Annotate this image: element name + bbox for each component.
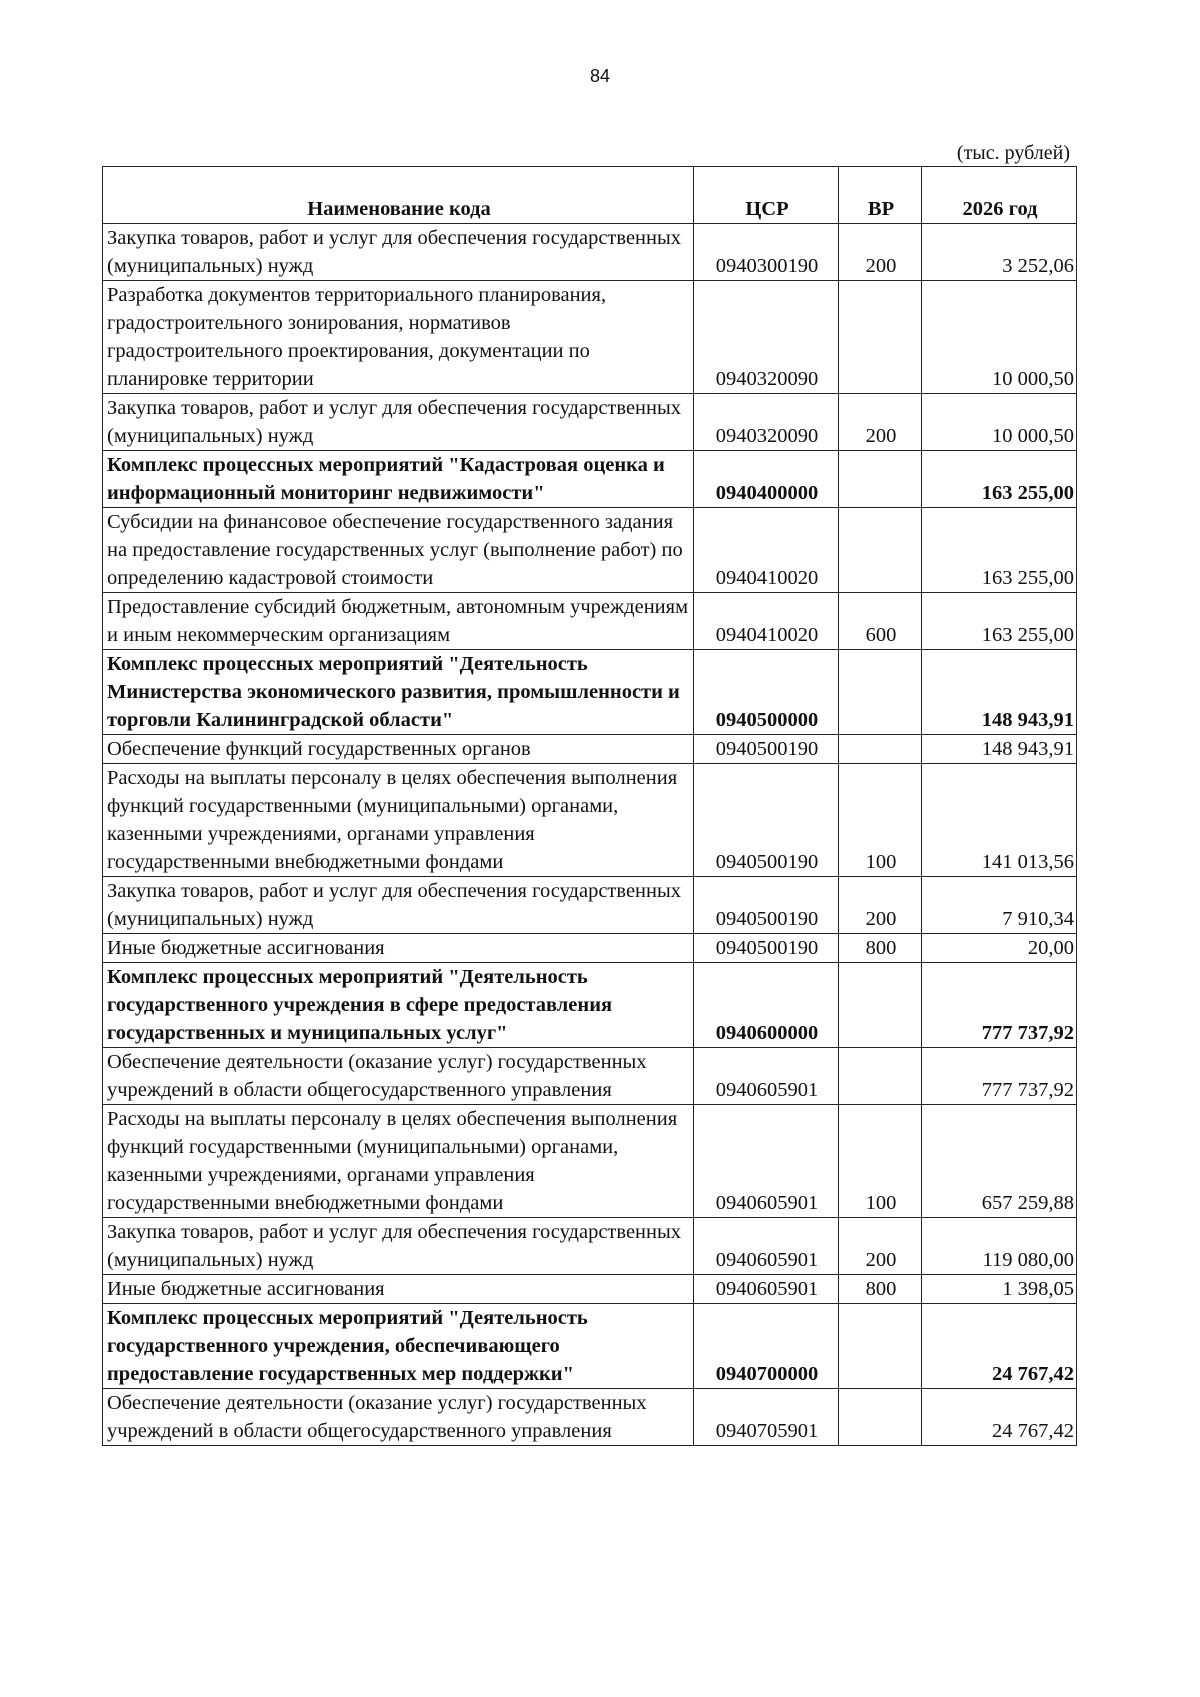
- table-row: [103, 1218, 1077, 1275]
- table-row: [103, 1389, 1077, 1446]
- table-row: [103, 735, 1077, 764]
- cell-csr: 0940500190: [694, 735, 839, 764]
- cell-name: Обеспечение деятельности (оказание услуг) государственных учреждений в области общегосударственного управления: [103, 1389, 694, 1446]
- cell-name: Закупка товаров, работ и услуг для обеспечения государственных (муниципальных) нужд: [103, 224, 694, 281]
- units-label: (тыс. рублей): [956, 142, 1070, 164]
- cell-csr: 0940605901: [694, 1218, 839, 1275]
- header-name: Наименование кода: [103, 167, 694, 224]
- cell-name: Субсидии на финансовое обеспечение государственного задания на предоставление государственных услуг (выполнение работ) по определению кадастровой стоимости: [103, 508, 694, 593]
- cell-amount: 148 943,91: [922, 650, 1077, 735]
- cell-amount: 10 000,50: [922, 281, 1077, 394]
- cell-csr: 0940300190: [694, 224, 839, 281]
- cell-name: Комплекс процессных мероприятий "Деятельность Министерства экономического развития, промышленности и торговли Калининградской области": [103, 650, 694, 735]
- cell-amount: 7 910,34: [922, 877, 1077, 934]
- cell-csr: 0940320090: [694, 281, 839, 394]
- cell-name: Иные бюджетные ассигнования: [103, 1275, 694, 1304]
- cell-csr: 0940400000: [694, 451, 839, 508]
- cell-amount: 10 000,50: [922, 394, 1077, 451]
- cell-csr: 0940500190: [694, 764, 839, 877]
- cell-vr: [839, 1048, 922, 1105]
- cell-amount: 163 255,00: [922, 593, 1077, 650]
- cell-name: Обеспечение функций государственных органов: [103, 735, 694, 764]
- cell-vr: 800: [839, 1275, 922, 1304]
- cell-vr: 200: [839, 394, 922, 451]
- table-row: [103, 1105, 1077, 1218]
- cell-vr: [839, 281, 922, 394]
- table-row: [103, 1275, 1077, 1304]
- cell-amount: 141 013,56: [922, 764, 1077, 877]
- header-csr: ЦСР: [694, 167, 839, 224]
- budget-table: [102, 166, 1077, 1446]
- header-year: 2026 год: [922, 167, 1077, 224]
- cell-vr: 800: [839, 934, 922, 963]
- table-row: [103, 593, 1077, 650]
- cell-vr: 200: [839, 877, 922, 934]
- cell-vr: [839, 451, 922, 508]
- cell-vr: 100: [839, 764, 922, 877]
- table-row: [103, 281, 1077, 394]
- cell-vr: [839, 963, 922, 1048]
- cell-csr: 0940410020: [694, 508, 839, 593]
- cell-amount: 24 767,42: [922, 1304, 1077, 1389]
- table-row: [103, 764, 1077, 877]
- cell-vr: [839, 508, 922, 593]
- cell-name: Расходы на выплаты персоналу в целях обеспечения выполнения функций государственными (муниципальными) органами, казенными учреждениями, органами управления государственными внебюджетными фондами: [103, 764, 694, 877]
- cell-csr: 0940500190: [694, 877, 839, 934]
- cell-name: Расходы на выплаты персоналу в целях обеспечения выполнения функций государственными (муниципальными) органами, казенными учреждениями, органами управления государственными внебюджетными фондами: [103, 1105, 694, 1218]
- cell-vr: 200: [839, 224, 922, 281]
- table-row: [103, 224, 1077, 281]
- table-row: [103, 877, 1077, 934]
- cell-vr: 100: [839, 1105, 922, 1218]
- cell-name: Обеспечение деятельности (оказание услуг) государственных учреждений в области общегосударственного управления: [103, 1048, 694, 1105]
- cell-csr: 0940605901: [694, 1048, 839, 1105]
- cell-name: Закупка товаров, работ и услуг для обеспечения государственных (муниципальных) нужд: [103, 877, 694, 934]
- cell-csr: 0940600000: [694, 963, 839, 1048]
- cell-name: Иные бюджетные ассигнования: [103, 934, 694, 963]
- cell-amount: 3 252,06: [922, 224, 1077, 281]
- cell-amount: 119 080,00: [922, 1218, 1077, 1275]
- cell-name: Закупка товаров, работ и услуг для обеспечения государственных (муниципальных) нужд: [103, 1218, 694, 1275]
- cell-csr: 0940700000: [694, 1304, 839, 1389]
- cell-amount: 24 767,42: [922, 1389, 1077, 1446]
- cell-name: Предоставление субсидий бюджетным, автономным учреждениям и иным некоммерческим организациям: [103, 593, 694, 650]
- page-number: 84: [589, 66, 611, 86]
- table-row: [103, 934, 1077, 963]
- cell-amount: 20,00: [922, 934, 1077, 963]
- cell-amount: 148 943,91: [922, 735, 1077, 764]
- cell-amount: 163 255,00: [922, 451, 1077, 508]
- table-row: [103, 963, 1077, 1048]
- table-row: [103, 1048, 1077, 1105]
- cell-amount: 163 255,00: [922, 508, 1077, 593]
- table-row: [103, 451, 1077, 508]
- cell-vr: 200: [839, 1218, 922, 1275]
- table-row: [103, 394, 1077, 451]
- cell-vr: [839, 1389, 922, 1446]
- cell-amount: 777 737,92: [922, 963, 1077, 1048]
- table-header-row: [103, 167, 1077, 224]
- table-row: [103, 650, 1077, 735]
- cell-name: Разработка документов территориального планирования, градостроительного зонирования, нормативов градостроительного проектирования, документации по планировке территории: [103, 281, 694, 394]
- cell-csr: 0940500000: [694, 650, 839, 735]
- cell-csr: 0940320090: [694, 394, 839, 451]
- header-vr: ВР: [839, 167, 922, 224]
- table-row: [103, 1304, 1077, 1389]
- cell-csr: 0940605901: [694, 1105, 839, 1218]
- table-body: [103, 224, 1077, 1446]
- cell-csr: 0940500190: [694, 934, 839, 963]
- cell-amount: 657 259,88: [922, 1105, 1077, 1218]
- cell-name: Комплекс процессных мероприятий "Кадастровая оценка и информационный мониторинг недвижимости": [103, 451, 694, 508]
- cell-vr: [839, 1304, 922, 1389]
- cell-csr: 0940605901: [694, 1275, 839, 1304]
- table-row: [103, 508, 1077, 593]
- cell-csr: 0940705901: [694, 1389, 839, 1446]
- cell-csr: 0940410020: [694, 593, 839, 650]
- cell-amount: 777 737,92: [922, 1048, 1077, 1105]
- cell-vr: 600: [839, 593, 922, 650]
- cell-name: Комплекс процессных мероприятий "Деятельность государственного учреждения, обеспечивающего предоставление государственных мер поддержки": [103, 1304, 694, 1389]
- cell-vr: [839, 735, 922, 764]
- cell-name: Комплекс процессных мероприятий "Деятельность государственного учреждения в сфере предоставления государственных и муниципальных услуг": [103, 963, 694, 1048]
- cell-vr: [839, 650, 922, 735]
- cell-name: Закупка товаров, работ и услуг для обеспечения государственных (муниципальных) нужд: [103, 394, 694, 451]
- cell-amount: 1 398,05: [922, 1275, 1077, 1304]
